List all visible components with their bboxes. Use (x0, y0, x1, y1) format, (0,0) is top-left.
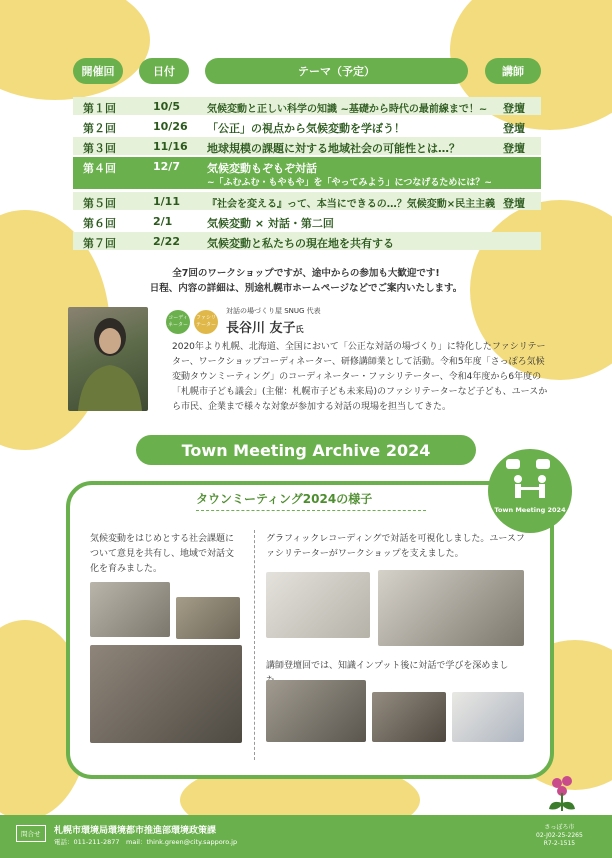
table-row (73, 97, 541, 115)
cell-lecturer: 登壇 (503, 102, 525, 115)
cell-session: 第１回 (83, 102, 116, 115)
table-row (73, 212, 541, 230)
table-row (73, 192, 541, 210)
cell-theme: 気候変動もぞもぞ対話 (207, 162, 317, 175)
header-theme: テーマ（予定） (205, 58, 468, 84)
lecturer-photo (68, 307, 148, 411)
logo-code-2: R7-2-1515 (543, 840, 576, 847)
cell-session: 第４回 (83, 162, 116, 175)
notice-line-2: 日程、内容の詳細は、別途札幌市ホームページなどでご案内いたします。 (149, 283, 463, 294)
cell-theme-sub: ~「ふむふむ・もやもや」を「やってみよう」につなげるためには？~ (207, 178, 492, 188)
town-meeting-badge-label: Town Meeting 2024 (494, 506, 566, 514)
lilac-logo-icon (545, 773, 579, 821)
cell-date: 2/22 (153, 235, 180, 248)
table-row (73, 232, 541, 250)
photo-notes (452, 692, 524, 742)
cell-session: 第３回 (83, 142, 116, 155)
cell-lecturer: 登壇 (503, 142, 525, 155)
header-date: 日付 (139, 58, 189, 84)
cell-date: 10/26 (153, 120, 188, 133)
cell-date: 10/5 (153, 100, 180, 113)
contact-department: 札幌市環境局環境都市推進部環境政策課 (54, 826, 217, 836)
cell-session: 第７回 (83, 237, 116, 250)
photo-lecture (266, 680, 366, 742)
header-session: 開催回 (73, 58, 123, 84)
cell-lecturer: 登壇 (503, 197, 525, 210)
table-row (73, 157, 541, 189)
logo-code-1: 02-J02-25-2265 (536, 832, 583, 839)
archive-right-text: グラフィックレコーディングで対話を可視化しました。ユースファシリテーターがワークショップを支えました。 (266, 534, 525, 559)
archive-subtitle: タウンミーティング2024の様子 (196, 492, 373, 506)
logo-caption (536, 824, 583, 848)
logo-name: さっぽろ市 (544, 824, 575, 831)
photo-graphic-recording (266, 572, 370, 638)
cell-date: 1/11 (153, 195, 180, 208)
archive-left-text: 気候変動をはじめとする社会課題について意見を共有し、地域で対話文化を育みました。 (90, 534, 235, 574)
profile-honorific: 氏 (295, 325, 304, 334)
facilitator-badge: ファシリテーター (194, 310, 218, 334)
cell-session: 第５回 (83, 197, 116, 210)
coordinator-badge: コーディネーター (166, 310, 190, 334)
header-lecturer: 講師 (485, 58, 541, 84)
cell-date: 2/1 (153, 215, 173, 228)
photo-discussion (90, 645, 242, 743)
participation-notice (0, 266, 612, 296)
photo-workshop (378, 570, 524, 646)
notice-line-1: 全7回のワークショップですが、途中からの参加も大歓迎です! (172, 268, 440, 279)
cell-theme: 地球規模の課題に対する地域社会の可能性とは…？ (207, 142, 460, 155)
cell-theme: 『社会を変える』って、本当にできるの…？気候変動×民主主義 (207, 199, 496, 210)
profile-organization: 対話の場づくり屋 SNUG 代表 (226, 307, 321, 315)
cell-lecturer: 登壇 (503, 122, 525, 135)
town-meeting-badge (488, 449, 572, 533)
footer (0, 815, 612, 858)
profile-name (226, 317, 304, 336)
table-row (73, 137, 541, 155)
dialogue-people-icon (488, 449, 572, 505)
photo-venue (90, 582, 170, 637)
person-silhouette-icon (68, 307, 148, 411)
contact-details: 電話：011-211-2877 mail：think.green@city.sapporo.jp (54, 838, 238, 846)
photo-group (176, 597, 240, 639)
archive-right-text-2: 講師登壇回では、知識インプット後に対話で学びを深めまし (266, 661, 509, 671)
table-row (73, 117, 541, 135)
profile-name-text: 長谷川 友子 (226, 321, 296, 336)
cell-theme: 気候変動と私たちの現在地を共有する (207, 237, 394, 250)
cell-date: 12/7 (153, 160, 180, 173)
column-divider (254, 530, 255, 760)
archive-title: Town Meeting Archive 2024 (136, 435, 476, 465)
photo-table-talk (372, 692, 446, 742)
sapporo-logo (545, 773, 579, 821)
subtitle-underline (196, 510, 426, 511)
cell-date: 11/16 (153, 140, 188, 153)
cell-theme: 気候変動と正しい科学の知識 ~基礎から時代の最前線まで！~ (207, 104, 488, 115)
cell-theme: 「公正」の視点から気候変動を学ぼう！ (207, 122, 405, 135)
contact-label: 問合せ (16, 825, 46, 842)
profile-bio: 2020年より札幌、北海道、全国において「公正な対話の場づくり」に特化したファシリテーター、ワークショップコーディネーター、研修講師業として活動。令和5年度「さっぽろ気候変動タウンミーティング」のコーディネーター・ファシリテーター、令和4年度から6年度の「札幌市子ども議会」(主催：札幌市子ども未来局)のファシリテーターなど子ども、ユースから市民、企業まで様々な対象が参加する対話の現場を担当してきた。 (172, 342, 548, 412)
cell-theme: 気候変動 × 対話・第二回 (207, 217, 334, 230)
schedule-table (0, 0, 612, 260)
cell-session: 第２回 (83, 122, 116, 135)
cell-session: 第６回 (83, 217, 116, 230)
